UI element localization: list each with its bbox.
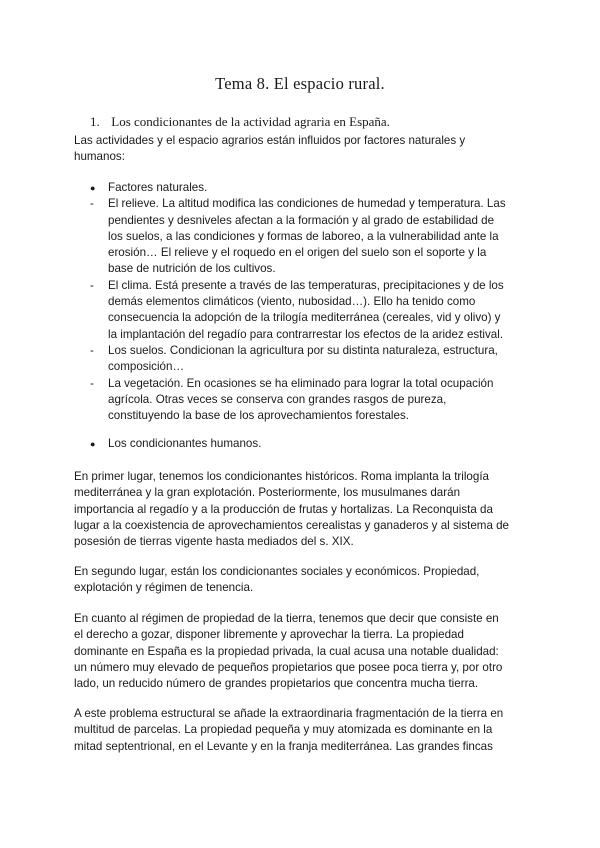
paragraph-fragmentacion (74, 706, 529, 755)
page-title: Tema 8. El espacio rural. (215, 74, 385, 93)
intro-paragraph (74, 133, 529, 166)
paragraph-sociales (74, 564, 529, 597)
text-line: En cuanto al régimen de propiedad de la tierra, tenemos que decir que consiste en (74, 612, 499, 625)
text-line: humanos: (74, 150, 125, 164)
section-heading (90, 114, 390, 130)
text-line: A este problema estructural se añade la extraordinaria fragmentación de la tierra en (74, 707, 504, 720)
bullet-label: Los condicionantes humanos. (108, 437, 262, 450)
text-line: erosión… El relieve y el roquedo en el origen del suelo son el soporte y la (108, 246, 487, 260)
dash-item-suelos (90, 343, 535, 376)
paragraph-propiedad (74, 611, 529, 692)
text-line: En primer lugar, tenemos los condicionantes históricos. Roma implanta la trilogía (74, 470, 489, 483)
text-line: agrícola. Otras veces se conserva con grandes rasgos de pureza, (108, 392, 447, 406)
text-line: mediterránea y la gran explotación. Posteriormente, los musulmanes darán (74, 486, 461, 500)
dash-item-clima (90, 278, 535, 343)
text-line: El clima. Está presente a través de las temperaturas, precipitaciones y de los (108, 278, 504, 292)
bullet-label: Factores naturales. (108, 181, 208, 194)
natural-factors-list (90, 180, 535, 424)
section-label: Los condicionantes de la actividad agraria en España. (111, 114, 390, 129)
text-line: En segundo lugar, están los condicionantes sociales y económicos. Propiedad, (74, 565, 480, 578)
human-factors-list (90, 436, 535, 452)
text-line: multitud de parcelas. La propiedad pequeña y muy atomizada es dominante en la (74, 723, 493, 737)
dash-marker: - (90, 278, 94, 292)
text-line: composición… (108, 360, 185, 374)
text-line: pendientes y desniveles afectan a la formación y al grado de estabilidad de (108, 213, 495, 227)
text-line: mitad septentrional, en el Levante y en la franja mediterránea. Las grandes fincas (74, 739, 493, 753)
dash-item-vegetacion (90, 376, 535, 425)
text-line: dominante en España es la propiedad privada, la cual acusa una notable dualidad: (74, 644, 499, 658)
dash-marker: - (90, 376, 94, 390)
text-line: posesión de tierras vigente hasta mediados del s. XIX. (74, 535, 354, 549)
text-line: un número muy elevado de pequeños propietarios que posee poca tierra y, por otro (74, 660, 503, 674)
bullet-marker: ● (90, 439, 96, 449)
text-line: consecuencia la adopción de la trilogía mediterránea (cereales, vid y olivo) y (108, 311, 501, 325)
text-line: explotación y régimen de tenencia. (74, 581, 254, 595)
text-line: los suelos, a las condiciones y formas de laboreo, a la vulnerabilidad ante la (108, 229, 499, 243)
paragraph-historicos (74, 469, 529, 550)
text-line: lugar a la coexistencia de aprovechamientos cerealistas y ganaderos y al sistema de (74, 518, 510, 532)
dash-marker: - (90, 343, 94, 357)
text-line: Los suelos. Condicionan la agricultura por su distinta naturaleza, estructura, (108, 343, 498, 357)
text-line: La vegetación. En ocasiones se ha eliminado para lograr la total ocupación (108, 376, 494, 390)
text-line: importancia al regadío y a la producción de frutas y hortalizas. La Reconquista da (74, 502, 493, 516)
text-line: la implantación del regadío para contrarrestar los efectos de la aridez estival. (108, 327, 504, 341)
text-line: El relieve. La altitud modifica las condiciones de humedad y temperatura. Las (108, 197, 506, 211)
text-line: demás elementos climáticos (viento, nubosidad…). Ello ha tenido como (108, 295, 476, 309)
bullet-marker: ● (90, 183, 96, 193)
bullet-human-factors (90, 436, 535, 452)
text-line: base de nutrición de los cultivos. (108, 262, 276, 276)
section-number: 1. (90, 114, 100, 129)
text-line: Las actividades y el espacio agrarios están influidos por factores naturales y (74, 134, 466, 147)
text-line: lado, un reducido número de grandes propietarios que concentra mucha tierra. (74, 677, 479, 691)
bullet-natural-factors (90, 180, 535, 196)
dash-item-relieve (90, 196, 535, 277)
text-line: el derecho a gozar, disponer libremente y aprovechar la tierra. La propiedad (74, 628, 464, 642)
dash-marker: - (90, 197, 94, 211)
text-line: constituyendo la base de los aprovechamientos forestales. (108, 409, 409, 423)
